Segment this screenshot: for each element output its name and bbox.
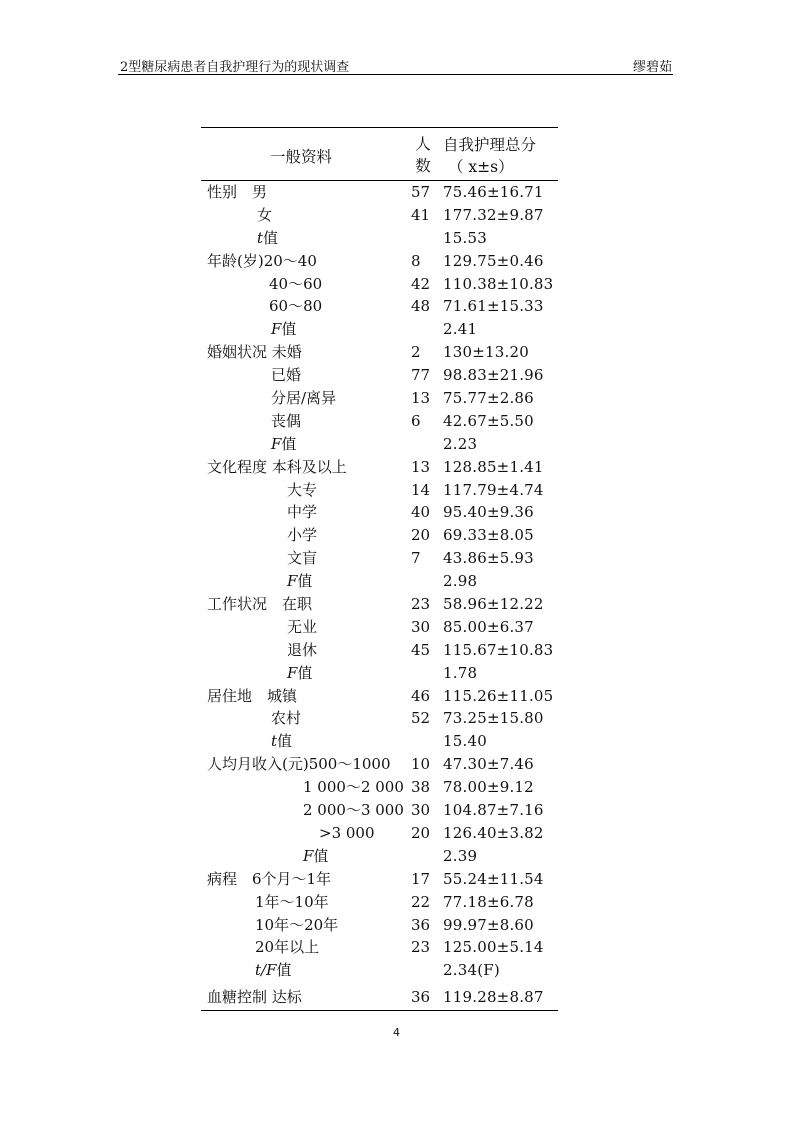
row-count: 30	[411, 801, 431, 820]
row-score: 15.53	[443, 228, 487, 247]
row-score: 126.40±3.82	[443, 823, 544, 842]
row-count: 46	[411, 686, 431, 705]
table-row	[201, 501, 558, 524]
row-count: 17	[411, 869, 431, 888]
row-label: 小学	[287, 526, 318, 545]
row-score: 2.39	[443, 846, 478, 865]
row-score: 2.34(F)	[443, 961, 500, 980]
row-score: 125.00±5.14	[443, 938, 544, 957]
table-row	[201, 845, 558, 868]
row-count: 36	[411, 988, 431, 1007]
table-row	[201, 456, 558, 479]
table-row	[201, 936, 558, 959]
table-row	[201, 364, 558, 387]
table-row	[201, 868, 558, 891]
row-score: 71.61±15.33	[443, 297, 544, 316]
row-score: 85.00±6.37	[443, 617, 534, 636]
row-score: 119.28±8.87	[443, 988, 544, 1007]
row-label: 退休	[287, 640, 318, 659]
row-count: 13	[411, 457, 431, 476]
row-label: 1 000～2 000	[303, 778, 404, 797]
row-count: 41	[411, 205, 431, 224]
row-label: 文盲	[287, 549, 318, 568]
table-row	[201, 984, 558, 1010]
row-label: 血糖控制 达标	[207, 988, 302, 1007]
table-row	[201, 730, 558, 753]
row-score: 99.97±8.60	[443, 915, 534, 934]
table-row	[201, 799, 558, 822]
row-score: 110.38±10.83	[443, 274, 554, 293]
row-score: 47.30±7.46	[443, 755, 534, 774]
row-count: 77	[411, 366, 431, 385]
row-label: 20年以上	[255, 938, 320, 957]
row-score: 1.78	[443, 663, 478, 682]
row-count: 38	[411, 778, 431, 797]
row-label: 分居/离异	[271, 389, 337, 408]
row-label: F值	[271, 320, 297, 339]
row-score: 177.32±9.87	[443, 205, 544, 224]
row-count: 52	[411, 709, 431, 728]
row-label: 60～80	[269, 297, 323, 316]
row-score: 128.85±1.41	[443, 457, 544, 476]
header-count: 人数	[415, 135, 431, 175]
row-count: 13	[411, 389, 431, 408]
row-score: 2.98	[443, 572, 478, 591]
row-label: 工作状况 在职	[207, 595, 313, 614]
row-count: 8	[411, 251, 421, 270]
row-count: 36	[411, 915, 431, 934]
table-row	[201, 822, 558, 845]
row-label: 无业	[287, 617, 318, 636]
row-label: 中学	[287, 503, 318, 522]
table-row	[201, 593, 558, 616]
row-score: 115.26±11.05	[443, 686, 554, 705]
row-label: t值	[257, 228, 279, 247]
row-count: 48	[411, 297, 431, 316]
row-count: 2	[411, 343, 421, 362]
table-row	[201, 433, 558, 456]
table-row	[201, 479, 558, 502]
table-row	[201, 570, 558, 593]
table-header	[201, 128, 558, 180]
row-count: 45	[411, 640, 431, 659]
table-bottom-rule	[201, 1010, 558, 1011]
header-general-info: 一般资料	[270, 148, 333, 166]
table-row	[201, 639, 558, 662]
row-score: 129.75±0.46	[443, 251, 544, 270]
row-score: 42.67±5.50	[443, 411, 534, 430]
row-count: 40	[411, 503, 431, 522]
row-score: 115.67±10.83	[443, 640, 554, 659]
table-row	[201, 250, 558, 273]
row-label: 农村	[271, 709, 302, 728]
row-score: 58.96±12.22	[443, 595, 544, 614]
header-score-stat: （ x±s）	[448, 158, 514, 176]
row-score: 130±13.20	[443, 343, 529, 362]
running-header-title: 2型糖尿病患者自我护理行为的现状调查	[120, 60, 350, 75]
row-score: 2.23	[443, 434, 478, 453]
row-score: 95.40±9.36	[443, 503, 534, 522]
row-count: 10	[411, 755, 431, 774]
row-label: 已婚	[271, 366, 302, 385]
header-rule	[118, 74, 673, 75]
row-count: 23	[411, 595, 431, 614]
row-label: t值	[271, 732, 293, 751]
table-row	[201, 662, 558, 685]
table-row	[201, 295, 558, 318]
row-label: >3 000	[319, 823, 375, 842]
table-row	[201, 410, 558, 433]
row-label: 女	[257, 205, 273, 224]
table-body	[201, 181, 558, 1010]
page-number: 4	[393, 1026, 400, 1039]
row-label: 丧偶	[271, 411, 302, 430]
row-label: 病程 6个月～1年	[207, 869, 332, 888]
row-label: 大专	[287, 480, 318, 499]
table-row	[201, 387, 558, 410]
row-label: t/F值	[255, 961, 292, 980]
table-row	[201, 204, 558, 227]
row-label: 40～60	[269, 274, 323, 293]
running-header-author: 缪碧茹	[632, 60, 672, 75]
row-count: 42	[411, 274, 431, 293]
header-score: 自我护理总分	[443, 136, 537, 154]
row-label: F值	[287, 663, 313, 682]
table-row	[201, 707, 558, 730]
table-row	[201, 524, 558, 547]
row-score: 55.24±11.54	[443, 869, 544, 888]
row-label: F值	[271, 434, 297, 453]
row-label: 10年～20年	[255, 915, 339, 934]
table-row	[201, 273, 558, 296]
row-score: 78.00±9.12	[443, 778, 534, 797]
row-count: 22	[411, 892, 431, 911]
row-score: 117.79±4.74	[443, 480, 544, 499]
data-table	[201, 127, 558, 1011]
row-label: 年龄(岁)20～40	[207, 251, 317, 270]
table-row	[201, 776, 558, 799]
table-row	[201, 227, 558, 250]
row-count: 7	[411, 549, 421, 568]
table-row	[201, 616, 558, 639]
table-row	[201, 685, 558, 708]
row-label: 2 000～3 000	[303, 801, 404, 820]
table-row	[201, 959, 558, 982]
table-row	[201, 753, 558, 776]
row-count: 30	[411, 617, 431, 636]
row-count: 57	[411, 183, 431, 201]
row-label: 性别 男	[207, 183, 268, 201]
table-row	[201, 891, 558, 914]
table-row	[201, 547, 558, 570]
row-label: 人均月收入(元)500～1000	[207, 755, 391, 774]
row-score: 77.18±6.78	[443, 892, 534, 911]
row-score: 98.83±21.96	[443, 366, 544, 385]
row-score: 73.25±15.80	[443, 709, 544, 728]
row-label: 居住地 城镇	[207, 686, 298, 705]
row-label: F值	[303, 846, 329, 865]
table-row	[201, 318, 558, 341]
row-score: 75.77±2.86	[443, 389, 534, 408]
row-count: 23	[411, 938, 431, 957]
row-score: 69.33±8.05	[443, 526, 534, 545]
row-label: 文化程度 本科及以上	[207, 457, 347, 476]
row-score: 104.87±7.16	[443, 801, 544, 820]
row-count: 20	[411, 823, 431, 842]
row-label: 1年～10年	[255, 892, 329, 911]
row-score: 75.46±16.71	[443, 183, 544, 201]
row-count: 14	[411, 480, 431, 499]
row-count: 20	[411, 526, 431, 545]
row-label: F值	[287, 572, 313, 591]
row-score: 43.86±5.93	[443, 549, 534, 568]
row-score: 15.40	[443, 732, 487, 751]
row-score: 2.41	[443, 320, 478, 339]
row-label: 婚姻状况 未婚	[207, 343, 302, 362]
table-row	[201, 181, 558, 204]
row-count: 6	[411, 411, 421, 430]
table-row	[201, 341, 558, 364]
table-row	[201, 914, 558, 937]
